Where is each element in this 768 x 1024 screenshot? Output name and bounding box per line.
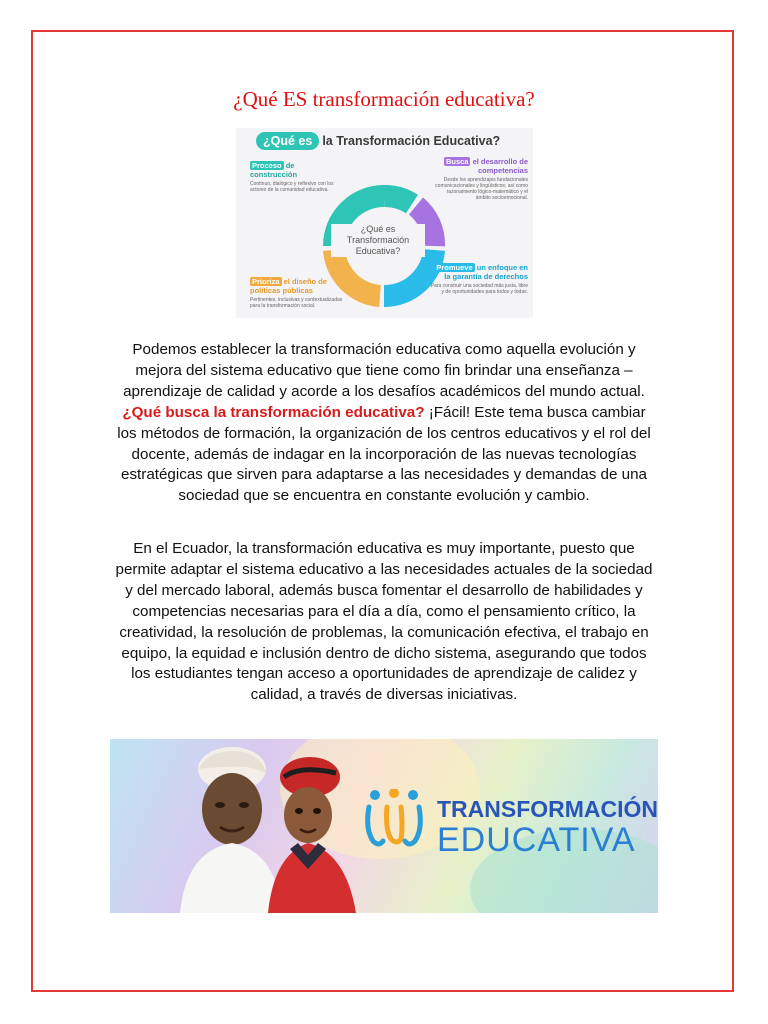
banner-people-illustration [150, 739, 390, 913]
infographic-header [256, 131, 500, 151]
paragraph-1-highlight: ¿Qué busca la transformación educativa? [122, 403, 425, 421]
logo-line-1: TRANSFORMACIÓN [437, 796, 658, 822]
banner-image [110, 739, 658, 913]
logo-line-2: EDUCATIVA [437, 821, 636, 859]
infographic-header-highlight: ¿Qué es [256, 132, 319, 150]
paragraph-2: En el Ecuador, la transformación educativa es muy importante, puesto que permite adaptar el sistema educativo a las necesidades actuales de la sociedad y del mercado laboral, además busca fomentar el desarrollo de habilidades y competencias necesarias para el día a día, como el pensamiento crítico, la creatividad, la resolución de problemas, la comunicación efectiva, el trabajo en equipo, la equidad e inclusión dentro de dicho sistema, asegurando que todos los estudiantes tengan acceso a oportunidades de aprendizaje de calidez y calidad, a través de diversas iniciativas. [115, 540, 653, 704]
ring-segment-teal-ext [384, 196, 412, 204]
infographic-header-rest: la Transformación Educativa? [322, 134, 501, 148]
infographic [236, 128, 533, 318]
document-title: ¿Qué ES transformación educativa? [233, 87, 535, 111]
infographic-block-proceso: Proceso de construcción Continuo, dialógico y reflexivo con los actores de la comunidad educativa. [250, 161, 334, 193]
infographic-block-busca: Busca el desarrollo de competencias Desde los aprendizajes fundacionales comunicacionales y lingüísticos; así como razonamiento lógico-matemático y el ámbito socioemocional. [435, 157, 528, 201]
transformacion-logo-text [437, 796, 658, 858]
infographic-center-label: ¿Qué es Transformación Educativa? [331, 224, 425, 257]
paragraph-1: Podemos establecer la transformación educativa como aquella evolución y mejora del sistema educativo que tiene como fin brindar una enseñanza – aprendizaje de calidad y acorde a los desafíos académicos del mundo actual. ¿Qué busca la transformación educativa? ¡Fácil! Este tema busca cambiar los métodos de formación, la organización de los centros educativos y el rol del docente, además de indagar en la incorporación de las nuevas tecnologías estratégicas que sirven para adaptarse a las necesidades y demandas de una sociedad que se encuentra en constante evolución y cambio. [117, 341, 651, 505]
infographic-block-prioriza: Prioriza el diseño de políticas públicas Pertinentes, inclusivas y contextualizadas para la transformación social. [250, 277, 343, 309]
transformacion-logo-icon [365, 789, 423, 849]
infographic-block-promueve: Promueve un enfoque en la garantía de derechos Para construir una sociedad más justa, libre y de oportunidades para todos y todas. [430, 263, 528, 295]
